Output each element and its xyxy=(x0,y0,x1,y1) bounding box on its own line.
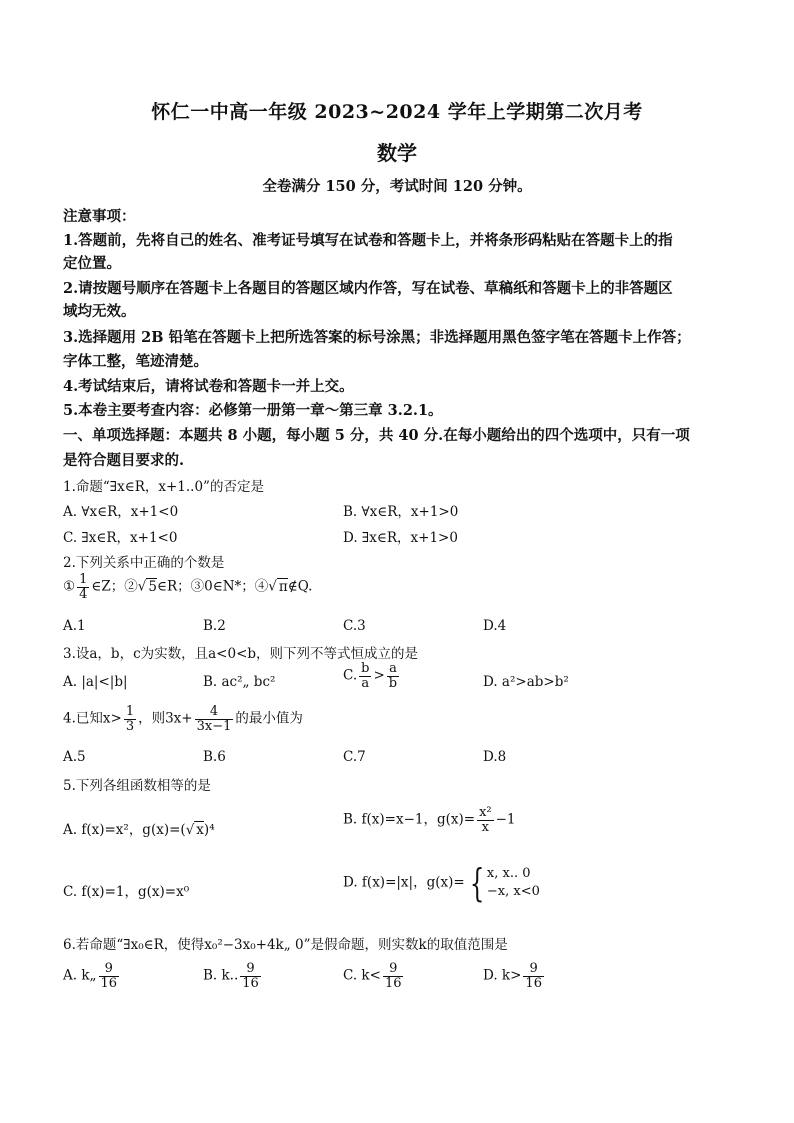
q4-num2: 4 xyxy=(209,704,219,719)
q5-b-pre: B. f(x)=x−1，g(x)= xyxy=(343,811,476,828)
q4-post: 的最小值为 xyxy=(235,710,303,727)
q6-option-d xyxy=(483,962,546,990)
q6-a-den: 16 xyxy=(100,975,118,991)
q6-c-pre: C. k< xyxy=(343,967,381,984)
question-2-stem: 2.下列关系中正确的个数是 xyxy=(63,555,225,571)
notice-item: 4.考试结束后，请将试卷和答题卡一并上交。 xyxy=(63,378,354,395)
q6-b-frac xyxy=(240,962,261,990)
q6-d-den: 16 xyxy=(525,975,542,991)
q2-option-d: D.4 xyxy=(483,618,507,634)
q1-option-a: A. ∀x∈R，x+1<0 xyxy=(63,504,179,520)
subject-title: 数学 xyxy=(377,141,417,165)
q5-d-pre: D. f(x)=|x|，g(x)= xyxy=(343,874,465,891)
q6-option-a xyxy=(63,962,121,990)
q4-pre: 4.已知x> xyxy=(63,710,122,727)
q3-c-frac2 xyxy=(387,662,399,690)
q4-option-c: C.7 xyxy=(343,749,366,765)
q3-c-frac1 xyxy=(359,662,371,690)
q3-c-den2: b xyxy=(388,675,398,691)
q3-option-b: B. ac²„ bc² xyxy=(203,674,276,690)
q4-frac1 xyxy=(124,705,136,733)
q6-b-den: 16 xyxy=(242,975,259,991)
q3-option-a: A. |a|<|b| xyxy=(63,674,128,690)
q5-b-den: x xyxy=(477,820,494,835)
q5-d-cases xyxy=(487,865,540,900)
q2-sqrt-pi: π xyxy=(278,578,288,595)
question-5-stem: 5.下列各组函数相等的是 xyxy=(63,778,211,794)
q2-option-c: C.3 xyxy=(343,618,366,634)
q2-s1-marker: ① xyxy=(63,578,76,595)
q6-option-b xyxy=(203,962,263,990)
q2-s1-tail: ∈Z；② xyxy=(91,578,138,595)
q5-a-post: )⁴ xyxy=(203,822,215,838)
q2-fraction-num: 1 xyxy=(79,572,88,587)
q6-d-frac xyxy=(523,962,544,990)
q5-d-case-2: −x, x<0 xyxy=(486,884,540,899)
section-heading: 一、单项选择题：本题共 8 小题，每小题 5 分，共 40 分.在每小题给出的四个选项中，只有一项 xyxy=(63,427,690,444)
notice-item: 5.本卷主要考查内容：必修第一册第一章～第三章 3.2.1。 xyxy=(63,402,443,419)
q3-c-num2: a xyxy=(389,661,397,676)
q5-b-frac xyxy=(477,806,494,834)
q4-option-b: B.6 xyxy=(203,749,226,765)
exam-info: 全卷满分 150 分，考试时间 120 分钟。 xyxy=(262,178,532,195)
q6-d-pre: D. k> xyxy=(483,967,522,984)
q3-c-den1: a xyxy=(359,676,371,691)
q1-option-b: B. ∀x∈R，x+1>0 xyxy=(343,504,459,520)
q5-option-c: C. f(x)=1，g(x)=x⁰ xyxy=(63,884,190,900)
notice-item: 定位置。 xyxy=(63,255,121,272)
notice-item: 3.选择题用 2B 铅笔在答题卡上把所选答案的标号涂黑；非选择题用黑色签字笔在答题卡上作答； xyxy=(63,329,691,346)
q6-c-num: 9 xyxy=(389,961,398,976)
q3-option-d: D. a²>ab>b² xyxy=(483,674,569,690)
brace-symbol: { xyxy=(469,861,485,905)
q2-s2-tail: ∈R；③0∈N*；④ xyxy=(156,578,269,595)
question-2-statements: ① $\frac{1}{4}$ ∈Z；②√ 5∈R；③0∈N*；④√ π∉Q. xyxy=(63,572,313,602)
q3-c-label: C. xyxy=(343,667,358,684)
exam-title: 怀仁一中高一年级 2023~2024 学年上学期第二次月考 xyxy=(151,101,643,123)
q6-c-den: 16 xyxy=(384,975,402,991)
q6-option-c xyxy=(343,962,405,990)
q5-d-case-1: x, x.. 0 xyxy=(486,866,531,882)
q6-c-frac xyxy=(383,962,404,990)
q6-b-pre: B. k.. xyxy=(203,967,239,984)
q5-option-d xyxy=(343,861,540,905)
notice-heading: 注意事项： xyxy=(63,208,136,225)
q1-option-d: D. ∃x∈R，x+1>0 xyxy=(343,530,458,546)
question-3-stem: 3.设a，b，c为实数，且a<0<b，则下列不等式恒成立的是 xyxy=(63,646,419,662)
q3-c-op: > xyxy=(373,667,385,684)
q4-den2: 3x−1 xyxy=(196,718,232,734)
q2-option-b: B.2 xyxy=(203,618,226,634)
q1-option-c: C. ∃x∈R，x+1<0 xyxy=(63,530,178,546)
q4-num1: 1 xyxy=(125,704,135,719)
q3-c-num1: b xyxy=(361,661,370,676)
q5-b-num: x² xyxy=(479,805,492,820)
q2-sqrt-5: 5 xyxy=(148,578,157,595)
notice-item: 2.请按题号顺序在答题卡上各题目的答题区域内作答，写在试卷、草稿纸和答题卡上的非答题区 xyxy=(63,280,673,297)
q6-a-pre: A. k„ xyxy=(63,967,97,984)
q6-d-num: 9 xyxy=(529,961,538,976)
q6-a-num: 9 xyxy=(104,961,113,976)
q2-s4-tail: ∉Q. xyxy=(287,578,313,595)
q5-a-sqrt: x xyxy=(196,822,204,838)
notice-item: 域均无效。 xyxy=(63,303,136,320)
q4-option-d: D.8 xyxy=(483,749,507,765)
q3-option-c xyxy=(343,662,401,690)
q4-den1: 3 xyxy=(125,718,135,734)
q5-option-a: A. f(x)=x²，g(x)=(√ x)⁴ xyxy=(63,822,215,838)
question-1-stem: 1.命题“∃x∈R，x+1..0”的否定是 xyxy=(63,479,264,495)
q2-fraction-den: 4 xyxy=(79,586,88,602)
notice-item: 字体工整，笔迹清楚。 xyxy=(63,353,208,370)
q4-option-a: A.5 xyxy=(63,749,86,765)
q4-mid: ，则3x+ xyxy=(138,710,193,727)
notice-item: 1.答题前，先将自己的姓名、准考证号填写在试卷和答题卡上，并将条形码粘贴在答题卡上的指 xyxy=(63,232,673,249)
question-4-stem xyxy=(63,705,303,733)
q2-fraction xyxy=(77,573,89,601)
section-heading-cont: 是符合题目要求的. xyxy=(63,452,185,469)
question-6-stem: 6.若命题“∃x₀∈R，使得x₀²−3x₀+4k„ 0”是假命题，则实数k的取值范围是 xyxy=(63,937,508,953)
q5-option-b xyxy=(343,806,516,834)
q5-b-post: −1 xyxy=(495,811,516,828)
q6-a-frac xyxy=(99,962,120,990)
q5-a-pre: A. f(x)=x²，g(x)=( xyxy=(63,822,186,838)
q2-option-a: A.1 xyxy=(63,618,86,634)
q4-frac2 xyxy=(195,705,234,733)
q6-b-num: 9 xyxy=(246,961,255,976)
